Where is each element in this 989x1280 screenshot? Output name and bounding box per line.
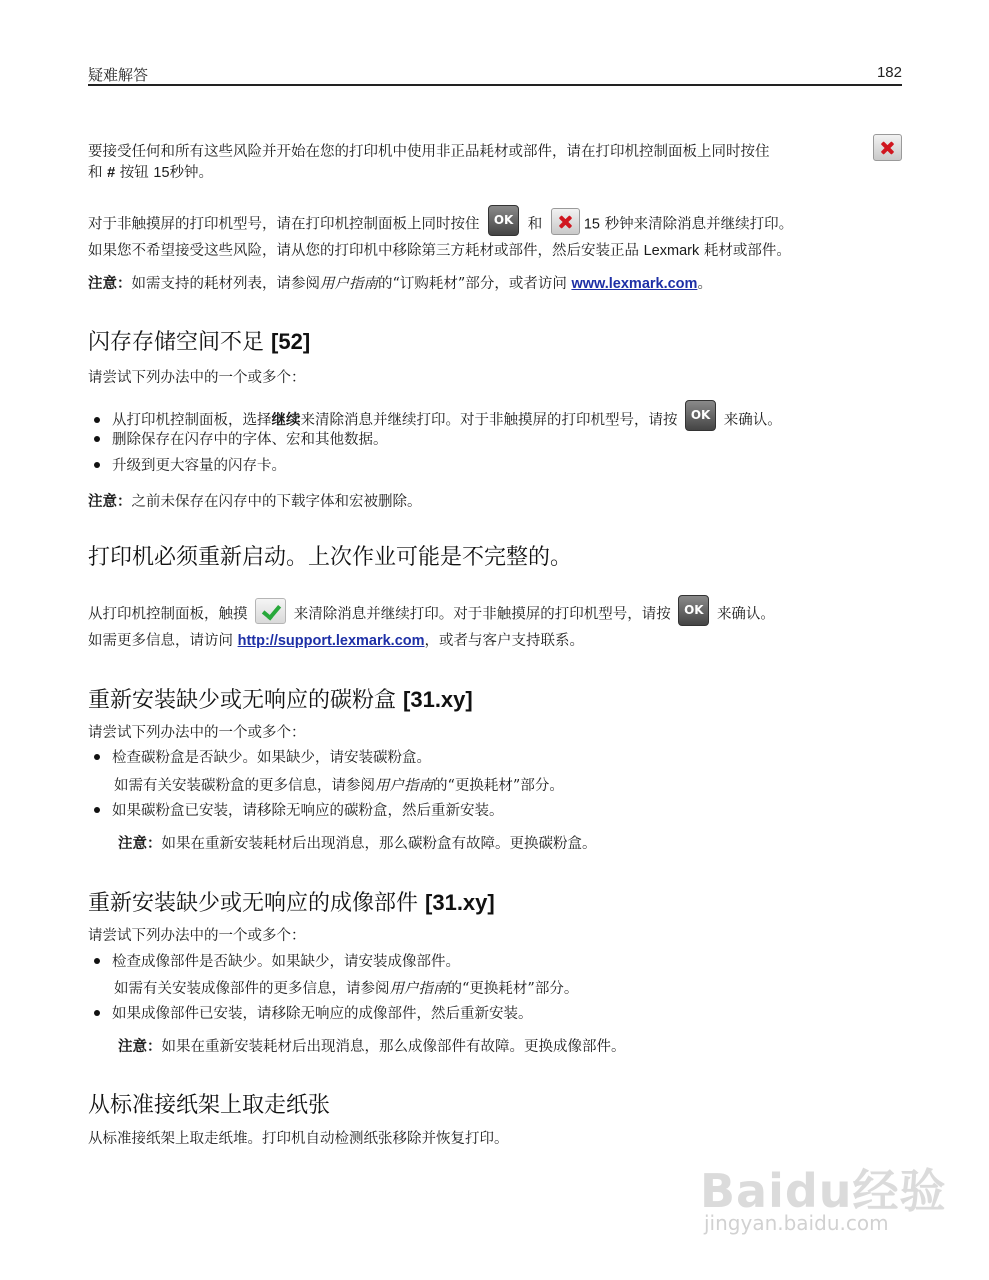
heading-toner bbox=[88, 686, 473, 715]
subtext: 如需有关安装碳粉盒的更多信息，请参阅 bbox=[114, 778, 375, 794]
bullet-icon bbox=[94, 462, 100, 468]
user-guide-ref: 用户指南 bbox=[389, 981, 448, 997]
non-touch-text: 对于非触摸屏的打印机型号，请在打印机控制面板上同时按住 bbox=[88, 216, 480, 233]
paragraph-accept-risk-2 bbox=[88, 163, 213, 184]
user-guide-ref: 用户指南 bbox=[375, 778, 433, 794]
page-number: 182 bbox=[876, 64, 902, 81]
list-text: 从打印机控制面板，选择 bbox=[112, 412, 272, 429]
note-toner bbox=[118, 833, 597, 855]
accept-risk-text: 要接受任何和所有这些风险并开始在您的打印机中使用非正品耗材或部件，请在打印机控制面板上同时按住 bbox=[88, 144, 770, 160]
paragraph-remove-third-party bbox=[88, 241, 791, 262]
note-supplies bbox=[88, 273, 712, 295]
cancel-x-icon bbox=[873, 134, 902, 161]
list-item bbox=[94, 430, 388, 451]
heading-flash-memory bbox=[88, 328, 310, 357]
text-seconds-number: 15 bbox=[153, 165, 170, 181]
note-text-2: 的“订购耗材”部分，或者访问 bbox=[378, 276, 567, 292]
ok-button-icon: OK bbox=[678, 595, 709, 626]
header-title: 疑难解答 bbox=[88, 66, 149, 84]
list-text: 如果碳粉盒已安装，请移除无响应的碳粉盒，然后重新安装。 bbox=[112, 803, 504, 819]
bullet-icon bbox=[94, 417, 100, 423]
list-subtext bbox=[114, 776, 564, 797]
text-and: 和 bbox=[88, 165, 103, 181]
note-label: 注意： bbox=[118, 1038, 162, 1055]
touch-text-2: 来清除消息并继续打印。对于非触摸屏的打印机型号，请按 bbox=[293, 606, 671, 623]
more-info-end: ，或者与客户支持联系。 bbox=[424, 633, 585, 649]
paragraph-touch bbox=[88, 599, 775, 630]
subtext-2: 的“更换耗材”部分。 bbox=[447, 981, 579, 997]
text-15: 15 bbox=[583, 216, 600, 233]
list-text: 升级到更大容量的闪存卡。 bbox=[112, 458, 286, 474]
note-text: 如果在重新安装耗材后出现消息，那么碳粉盒有故障。更换碳粉盒。 bbox=[161, 836, 597, 852]
intro-text: 请尝试下列办法中的一个或多个： bbox=[88, 725, 306, 741]
list-text-2: 来清除消息并继续打印。对于非触摸屏的打印机型号，请按 bbox=[300, 412, 678, 429]
heading-text: 重新安装缺少或无响应的成像部件 bbox=[88, 891, 419, 916]
heading-code: [31.xy] bbox=[403, 687, 473, 712]
list-item bbox=[94, 952, 460, 973]
lexmark-link[interactable]: www.lexmark.com bbox=[571, 276, 698, 292]
note-label: 注意： bbox=[88, 493, 132, 510]
text-and-2: 和 bbox=[527, 216, 543, 233]
list-item bbox=[94, 748, 431, 769]
watermark-url: jingyan.baidu.com bbox=[704, 1211, 889, 1235]
text-button: 按钮 bbox=[119, 165, 149, 181]
note-text: 如果在重新安装耗材后出现消息，那么成像部件有故障。更换成像部件。 bbox=[161, 1039, 626, 1055]
confirm-text: 来确认。 bbox=[723, 412, 782, 429]
ok-button-icon: OK bbox=[685, 400, 716, 431]
remove-text-end: 耗材或部件。 bbox=[703, 243, 791, 259]
watermark-logo: Baidu经验 bbox=[700, 1164, 947, 1218]
note-end: 。 bbox=[697, 276, 712, 292]
subtext: 如需有关安装成像部件的更多信息，请参阅 bbox=[114, 981, 390, 997]
confirm-text: 来确认。 bbox=[716, 606, 775, 623]
bullet-icon bbox=[94, 436, 100, 442]
list-text: 检查碳粉盒是否缺少。如果缺少，请安装碳粉盒。 bbox=[112, 750, 431, 766]
heading-restart: 打印机必须重新启动。上次作业可能是不完整的。 bbox=[88, 545, 573, 570]
list-text: 检查成像部件是否缺少。如果缺少，请安装成像部件。 bbox=[112, 954, 460, 970]
heading-remove-paper: 从标准接纸架上取走纸张 bbox=[88, 1093, 331, 1118]
user-guide-ref: 用户指南 bbox=[320, 276, 378, 292]
list-item bbox=[94, 1004, 533, 1025]
heading-code: [31.xy] bbox=[425, 890, 495, 915]
list-text: 如果成像部件已安装，请移除无响应的成像部件，然后重新安装。 bbox=[112, 1006, 533, 1022]
cancel-x-icon bbox=[551, 208, 580, 235]
paragraph-more-info bbox=[88, 631, 584, 652]
list-subtext bbox=[114, 979, 578, 1000]
paragraph-remove-paper: 从标准接纸架上取走纸堆。打印机自动检测纸张移除并恢复打印。 bbox=[88, 1131, 509, 1147]
heading-code: [52] bbox=[271, 329, 311, 354]
intro-text: 请尝试下列办法中的一个或多个： bbox=[88, 928, 306, 944]
list-text: 删除保存在闪存中的字体、宏和其他数据。 bbox=[112, 432, 388, 448]
list-item bbox=[94, 456, 286, 477]
bullet-icon bbox=[94, 958, 100, 964]
bullet-icon bbox=[94, 807, 100, 813]
paragraph-accept-risk bbox=[88, 142, 770, 163]
note-flash bbox=[88, 491, 422, 513]
list-item bbox=[94, 801, 504, 822]
continue-label: 继续 bbox=[271, 411, 301, 429]
ok-button-icon: OK bbox=[488, 205, 519, 236]
heading-text: 重新安装缺少或无响应的碳粉盒 bbox=[88, 688, 397, 713]
touch-text: 从打印机控制面板，触摸 bbox=[88, 606, 248, 623]
note-label: 注意： bbox=[88, 275, 132, 292]
brand-lexmark: Lexmark bbox=[643, 243, 700, 259]
text-clear-continue: 秒钟来清除消息并继续打印。 bbox=[604, 216, 794, 233]
remove-text: 如果您不希望接受这些风险，请从您的打印机中移除第三方耗材或部件，然后安装正品 bbox=[88, 243, 639, 259]
checkmark-icon bbox=[255, 598, 286, 624]
more-info-text: 如需更多信息，请访问 bbox=[88, 633, 233, 649]
intro-text: 请尝试下列办法中的一个或多个： bbox=[88, 370, 306, 386]
bullet-icon bbox=[94, 1010, 100, 1016]
note-text: 如需支持的耗材列表，请参阅 bbox=[131, 276, 320, 292]
subtext-2: 的“更换耗材”部分。 bbox=[433, 778, 564, 794]
heading-imaging-unit bbox=[88, 889, 495, 918]
paragraph-non-touch bbox=[88, 209, 793, 240]
bullet-icon bbox=[94, 754, 100, 760]
note-label: 注意： bbox=[118, 835, 162, 852]
note-text: 之前未保存在闪存中的下载字体和宏被删除。 bbox=[131, 494, 422, 510]
hash-key: # bbox=[107, 165, 116, 181]
text-seconds: 秒钟。 bbox=[169, 165, 214, 181]
note-imaging-unit bbox=[118, 1036, 626, 1058]
support-link[interactable]: http://support.lexmark.com bbox=[237, 633, 425, 649]
header-rule bbox=[88, 84, 902, 86]
heading-text: 闪存存储空间不足 bbox=[88, 330, 265, 355]
